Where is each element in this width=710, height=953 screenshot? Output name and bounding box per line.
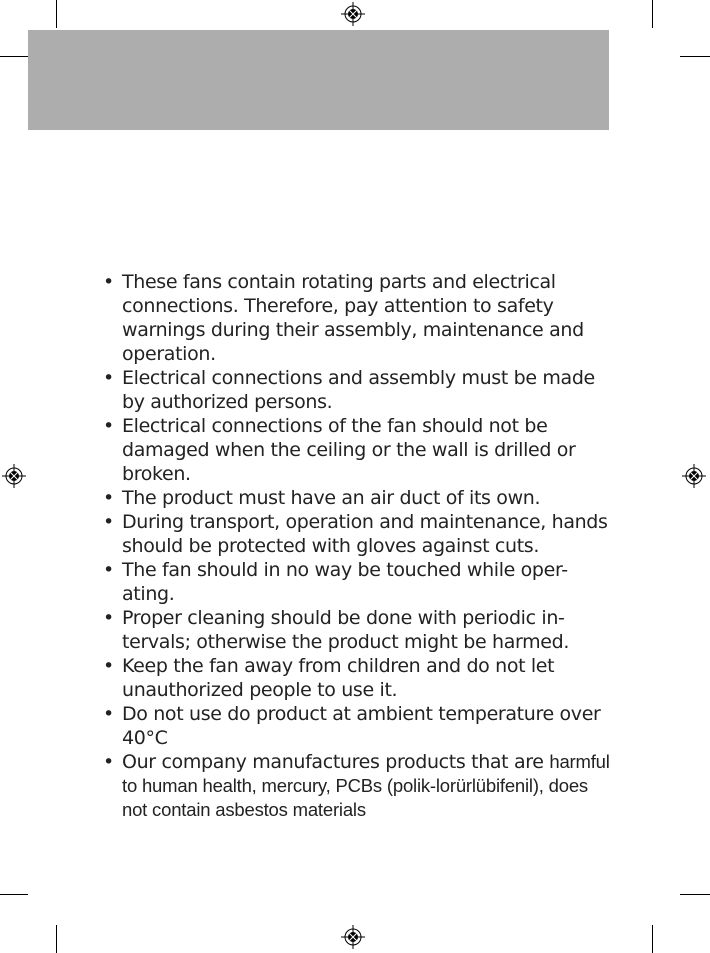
crop-mark xyxy=(680,56,710,57)
list-item-text: Electrical connections and assembly must be made by authorized persons. xyxy=(122,367,595,413)
list-item xyxy=(103,414,615,486)
list-item-text: Do not use do product at ambient temperature over 40°C xyxy=(122,703,601,749)
list-item-text: The product must have an air duct of its own. xyxy=(122,487,541,509)
list-item xyxy=(103,558,615,606)
safety-warnings-list xyxy=(103,270,615,822)
list-item-text: Keep the fan away from children and do not let unauthorized people to use it. xyxy=(122,655,555,701)
crop-mark xyxy=(56,925,57,953)
list-item xyxy=(103,606,615,654)
bullet: • xyxy=(103,607,114,629)
registration-mark-icon xyxy=(2,464,26,488)
list-item xyxy=(103,510,615,558)
bullet: • xyxy=(103,415,114,437)
list-item xyxy=(103,750,615,822)
list-item-text: Proper cleaning should be done with periodic in-tervals; otherwise the product might be harmed. xyxy=(122,607,570,653)
list-item xyxy=(103,654,615,702)
header-band xyxy=(28,30,609,130)
list-item-text: Electrical connections of the fan should not be damaged when the ceiling or the wall is drilled or broken. xyxy=(122,415,576,485)
list-item-text: The fan should in no way be touched while oper-ating. xyxy=(122,559,568,605)
list-item xyxy=(103,270,615,366)
bullet: • xyxy=(103,271,114,293)
list-item xyxy=(103,366,615,414)
list-item-text: During transport, operation and maintenance, hands should be protected with gloves against cuts. xyxy=(122,511,608,557)
list-item-text: These fans contain rotating parts and electrical connections. Therefore, pay attention to safety warnings during their assembly, maintenance and operation. xyxy=(122,271,584,365)
bullet: • xyxy=(103,559,114,581)
registration-mark-icon xyxy=(682,464,706,488)
crop-mark xyxy=(56,0,57,28)
bullet: • xyxy=(103,703,114,725)
crop-mark xyxy=(0,56,28,57)
list-item xyxy=(103,486,615,510)
list-item-text: Our company manufactures products that are xyxy=(122,751,544,773)
bullet: • xyxy=(103,655,114,677)
bullet: • xyxy=(103,367,114,389)
registration-mark-icon xyxy=(341,2,365,26)
bullet: • xyxy=(103,487,114,509)
crop-mark xyxy=(652,925,653,953)
list-item xyxy=(103,702,615,750)
bullet: • xyxy=(103,751,114,773)
registration-mark-icon xyxy=(341,925,365,949)
bullet: • xyxy=(103,511,114,533)
crop-mark xyxy=(652,0,653,28)
list-item-text-tail: harmful to human health, mercury, PCBs (polik-lorürlübifenil), does not contain asbestos materials xyxy=(122,751,610,820)
crop-mark xyxy=(0,894,28,895)
crop-mark xyxy=(680,894,710,895)
